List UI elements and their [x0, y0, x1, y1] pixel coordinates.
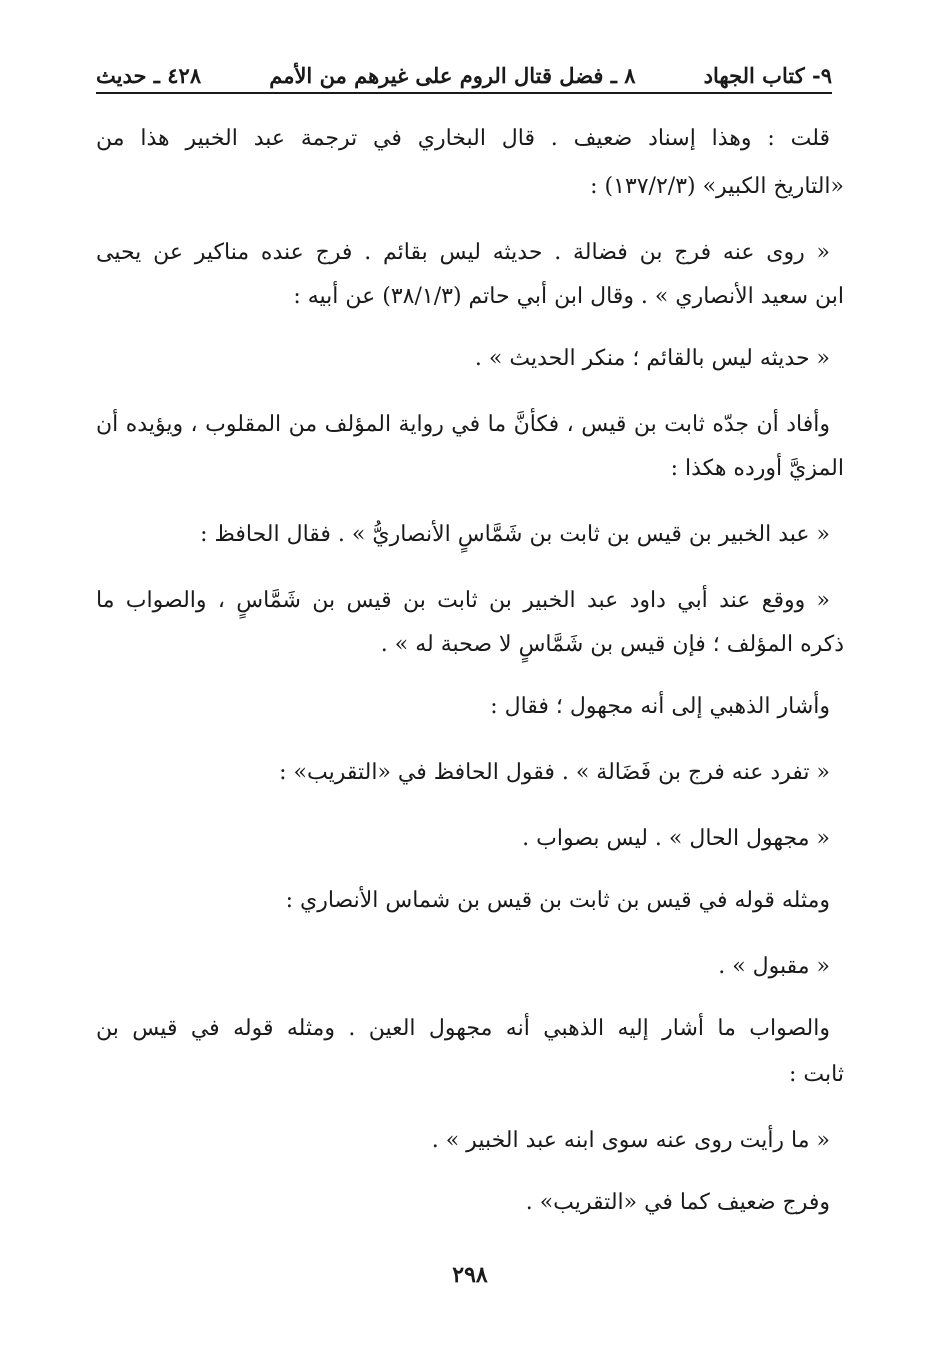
- text-line: « تفرد عنه فرج بن فَضَالة » . فقول الحافظ في «التقريب» :: [279, 760, 830, 785]
- text-line: « ووقع عند أبي داود عبد الخبير بن ثابت بن قيس بن شَمَّاسٍ ، والصواب ما: [96, 588, 830, 613]
- text-line: ذكره المؤلف ؛ فإن قيس بن شَمَّاسٍ لا صحبة له » .: [380, 632, 844, 657]
- text-line: « مجهول الحال » . ليس بصواب .: [522, 826, 830, 851]
- text-line: « عبد الخبير بن قيس بن ثابت بن شَمَّاسٍ الأنصاريُّ » . فقال الحافظ :: [200, 522, 830, 547]
- text-line: «التاريخ الكبير» (١٣٧/٢/٣) :: [590, 174, 844, 199]
- running-header: [96, 58, 832, 94]
- text-line: والصواب ما أشار إليه الذهبي أنه مجهول العين . ومثله قوله في قيس بن: [96, 1016, 830, 1041]
- header-hadith-number: ٤٢٨ ـ حديث: [96, 62, 202, 88]
- page-number: ٢٩٨: [452, 1262, 488, 1288]
- text-line: ابن سعيد الأنصاري » . وقال ابن أبي حاتم (٣٨/١/٣) عن أبيه :: [293, 284, 844, 309]
- text-line: وأفاد أن جدّه ثابت بن قيس ، فكأنَّ ما في رواية المؤلف من المقلوب ، ويؤيده أن: [96, 412, 830, 437]
- text-line: المزيَّ أورده هكذا :: [670, 456, 844, 481]
- header-book-title: ٩- كتاب الجهاد: [703, 62, 832, 88]
- text-line: « ما رأيت روى عنه سوى ابنه عبد الخبير » .: [431, 1128, 830, 1153]
- text-line: وفرج ضعيف كما في «التقريب» .: [525, 1190, 830, 1215]
- text-line: وأشار الذهبي إلى أنه مجهول ؛ فقال :: [490, 694, 830, 719]
- text-line: « روى عنه فرج بن فضالة . حديثه ليس بقائم . فرج عنده مناكير عن يحيى: [96, 240, 830, 265]
- header-chapter-title: ٨ ـ فضل قتال الروم على غيرهم من الأمم: [269, 62, 636, 88]
- text-line: « حديثه ليس بالقائم ؛ منكر الحديث » .: [474, 346, 830, 371]
- text-line: قلت : وهذا إسناد ضعيف . قال البخاري في ترجمة عبد الخبير هذا من: [96, 126, 830, 151]
- text-line: ومثله قوله في قيس بن ثابت بن قيس بن شماس الأنصاري :: [285, 888, 830, 913]
- text-line: « مقبول » .: [718, 954, 830, 979]
- text-line: ثابت :: [789, 1062, 844, 1087]
